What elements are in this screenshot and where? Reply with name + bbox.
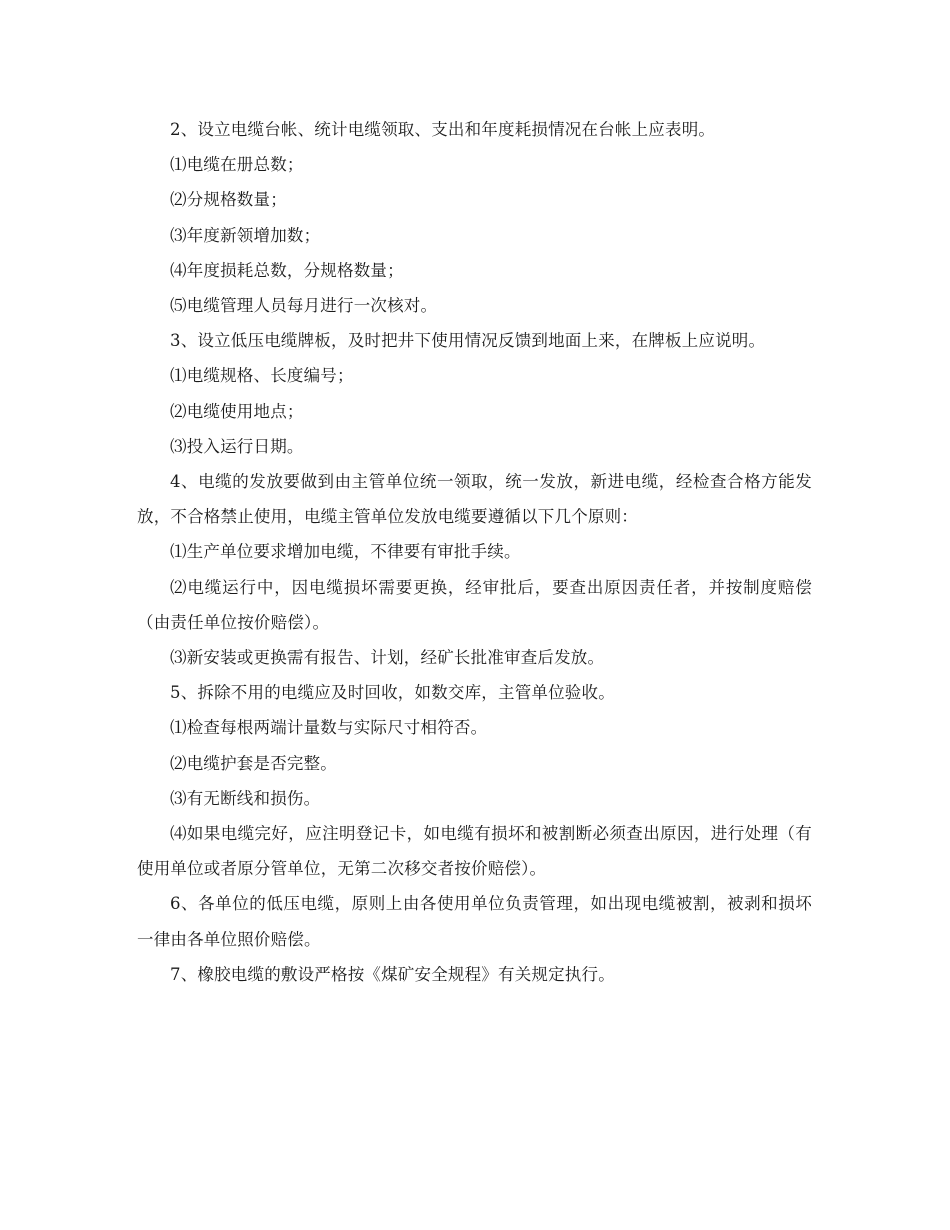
- paragraph-subitem-2-4: ⑷年度损耗总数，分规格数量；: [170, 260, 404, 280]
- paragraph-subitem-2-5: ⑸电缆管理人员每月进行一次核对。: [170, 296, 438, 316]
- paragraph-item-6: 6、各单位的低压电缆，原则上由各使用单位负责管理，如出现电缆被割，被剥和损坏一律由各单位照价赔偿。: [137, 894, 812, 949]
- paragraph-subitem-2-2: ⑵分规格数量；: [170, 190, 287, 210]
- paragraph-subitem-5-4: ⑷如果电缆完好，应注明登记卡，如电缆有损坏和被割断必须查出原因，进行处理（有使用单位或者原分管单位，无第二次移交者按价赔偿）。: [137, 824, 812, 879]
- paragraph-subitem-2-1: ⑴电缆在册总数；: [170, 155, 304, 175]
- paragraph-subitem-3-2: ⑵电缆使用地点；: [170, 401, 304, 421]
- paragraph-subitem-4-1: ⑴生产单位要求增加电缆，不律要有审批手续。: [170, 542, 521, 562]
- paragraph-item-3: 3、设立低压电缆牌板，及时把井下使用情况反馈到地面上来，在牌板上应说明。: [170, 331, 766, 351]
- paragraph-item-4: 4、电缆的发放要做到由主管单位统一领取，统一发放，新进电缆，经检查合格方能发放，不合格禁止使用，电缆主管单位发放电缆要遵循以下几个原则：: [137, 472, 812, 527]
- paragraph-subitem-3-3: ⑶投入运行日期。: [170, 436, 304, 456]
- paragraph-subitem-5-2: ⑵电缆护套是否完整。: [170, 753, 337, 773]
- paragraph-subitem-4-2: ⑵电缆运行中，因电缆损坏需要更换，经审批后，要查出原因责任者，并按制度赔偿（由责任单位按价赔偿）。: [137, 577, 812, 632]
- document-body: [137, 112, 812, 992]
- paragraph-subitem-4-3: ⑶新安装或更换需有报告、计划，经矿长批准审查后发放。: [170, 648, 605, 668]
- paragraph-subitem-3-1: ⑴电缆规格、长度编号；: [170, 366, 354, 386]
- paragraph-subitem-5-3: ⑶有无断线和损伤。: [170, 788, 321, 808]
- paragraph-item-7: 7、橡胶电缆的敷设严格按《煤矿安全规程》有关规定执行。: [170, 964, 615, 984]
- paragraph-subitem-2-3: ⑶年度新领增加数；: [170, 225, 321, 245]
- paragraph-item-2: 2、设立电缆台帐、统计电缆领取、支出和年度耗损情况在台帐上应表明。: [170, 120, 716, 139]
- paragraph-subitem-5-1: ⑴检查每根两端计量数与实际尺寸相符否。: [170, 718, 488, 738]
- paragraph-item-5: 5、拆除不用的电缆应及时回收，如数交库，主管单位验收。: [170, 683, 615, 703]
